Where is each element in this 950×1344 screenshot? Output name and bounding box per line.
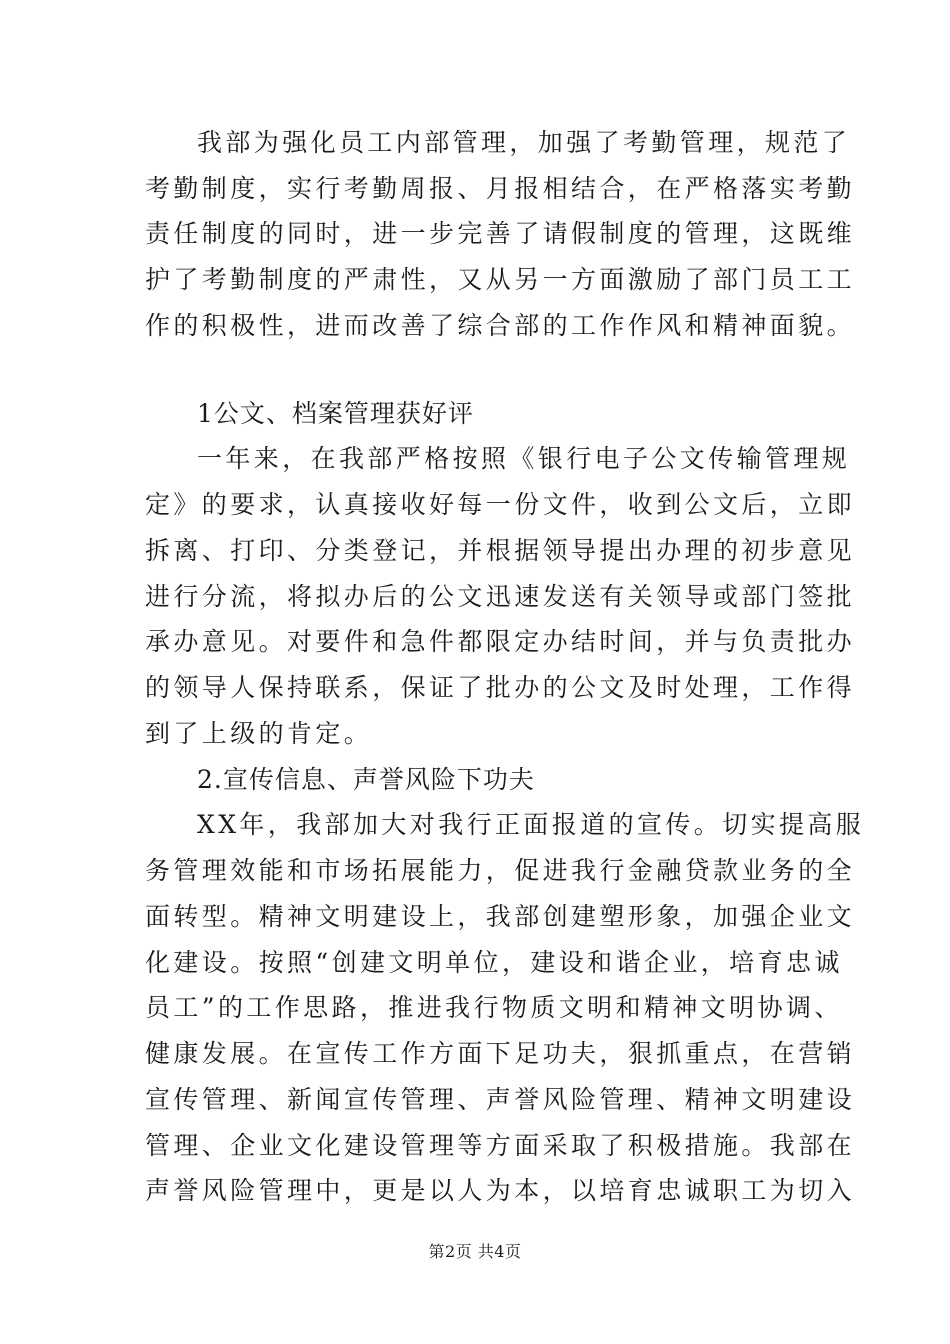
paragraph-line: 承办意见。对要件和急件都限定办结时间，并与负责批办 [145, 627, 856, 656]
page-footer: 第2页 共4页 [428, 1242, 522, 1261]
paragraph-line: 拆离、打印、分类登记，并根据领导提出办理的初步意见 [145, 536, 856, 565]
paragraph-line: 一年来，在我部严格按照《银行电子公文传输管理规 [197, 444, 851, 473]
paragraph-line: 面转型。精神文明建设上，我部创建塑形象，加强企业文 [145, 902, 856, 931]
paragraph-line: 化建设。按照“创建文明单位，建设和谐企业，培育忠诚 [145, 948, 843, 977]
paragraph-line: 护了考勤制度的严肃性，又从另一方面激励了部门员工工 [145, 265, 856, 294]
paragraph-line: 声誉风险管理中，更是以人为本，以培育忠诚职工为切入 [145, 1176, 856, 1205]
section-heading: 1公文、档案管理获好评 [197, 399, 474, 428]
paragraph-line: 管理、企业文化建设管理等方面采取了积极措施。我部在 [145, 1131, 856, 1160]
paragraph-line: 我部为强化员工内部管理，加强了考勤管理，规范了 [197, 128, 851, 157]
paragraph-line: 定》的要求，认真接收好每一份文件，收到公文后，立即 [145, 490, 856, 519]
paragraph-line: 健康发展。在宣传工作方面下足功夫，狠抓重点，在营销 [145, 1039, 856, 1068]
paragraph-line: 进行分流，将拟办后的公文迅速发送有关领导或部门签批 [145, 582, 856, 611]
paragraph-line: 宣传管理、新闻宣传管理、声誉风险管理、精神文明建设 [145, 1085, 856, 1114]
paragraph-line: 到了上级的肯定。 [145, 719, 373, 748]
paragraph-line: 务管理效能和市场拓展能力，促进我行金融贷款业务的全 [145, 856, 856, 885]
paragraph-line: XX年，我部加大对我行正面报道的宣传。切实提高服 [197, 810, 865, 839]
paragraph-line: 作的积极性，进而改善了综合部的工作作风和精神面貌。 [145, 311, 856, 340]
paragraph-line: 责任制度的同时，进一步完善了请假制度的管理，这既维 [145, 219, 856, 248]
paragraph-line: 的领导人保持联系，保证了批办的公文及时处理，工作得 [145, 673, 856, 702]
paragraph-line: 员工”的工作思路，推进我行物质文明和精神文明协调、 [145, 993, 843, 1022]
section-heading: 2.宣传信息、声誉风险下功夫 [197, 765, 535, 794]
paragraph-line: 考勤制度，实行考勤周报、月报相结合，在严格落实考勤 [145, 174, 856, 203]
